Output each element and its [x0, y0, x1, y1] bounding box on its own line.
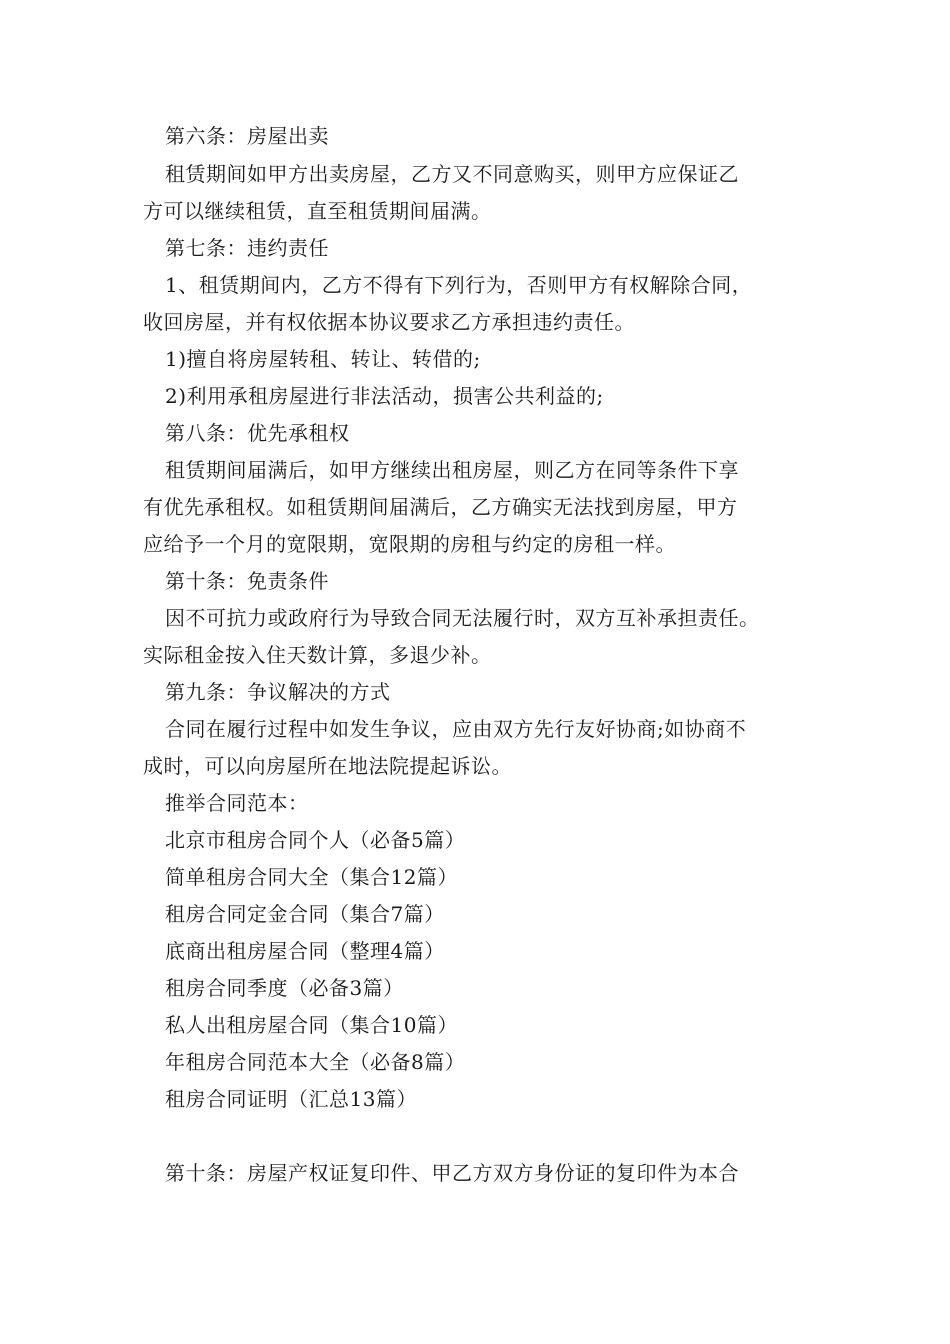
- article-7-item-1: 1)擅自将房屋转租、转让、转借的;: [165, 347, 481, 371]
- recommended-link[interactable]: 简单租房合同大全（集合12篇）: [165, 865, 458, 889]
- article-10-heading: 第十条：免责条件: [165, 569, 329, 593]
- article-6-body-line-1: 租赁期间如甲方出卖房屋，乙方又不同意购买，则甲方应保证乙: [165, 162, 739, 186]
- recommended-link[interactable]: 租房合同证明（汇总13篇）: [165, 1087, 417, 1111]
- article-8-body-line-1: 租赁期间届满后，如甲方继续出租房屋，则乙方在同等条件下享: [165, 458, 739, 482]
- article-9-body-line-1: 合同在履行过程中如发生争议，应由双方先行友好协商;如协商不: [165, 717, 747, 741]
- recommended-link[interactable]: 底商出租房屋合同（整理4篇）: [165, 939, 445, 963]
- article-10-body-line-1: 因不可抗力或政府行为导致合同无法履行时，双方互补承担责任。: [165, 606, 760, 630]
- article-7-item-2: 2)利用承租房屋进行非法活动，损害公共利益的;: [165, 384, 604, 408]
- article-9-body-line-2: 成时，可以向房屋所在地法院提起诉讼。: [143, 754, 512, 778]
- article-7-heading: 第七条：违约责任: [165, 236, 329, 260]
- recommended-heading: 推举合同范本：: [165, 791, 309, 815]
- recommended-link[interactable]: 年租房合同范本大全（必备8篇）: [165, 1050, 466, 1074]
- article-9-heading: 第九条：争议解决的方式: [165, 680, 391, 704]
- recommended-link[interactable]: 私人出租房屋合同（集合10篇）: [165, 1013, 458, 1037]
- recommended-link[interactable]: 北京市租房合同个人（必备5篇）: [165, 828, 466, 852]
- article-8-body-line-2: 有优先承租权。如租赁期间届满后，乙方确实无法找到房屋，甲方: [143, 495, 738, 519]
- article-10-attachments-line-1: 第十条：房屋产权证复印件、甲乙方双方身份证的复印件为本合: [165, 1161, 739, 1185]
- recommended-link[interactable]: 租房合同定金合同（集合7篇）: [165, 902, 445, 926]
- article-7-body-line-2: 收回房屋，并有权依据本协议要求乙方承担违约责任。: [143, 310, 635, 334]
- article-10-body-line-2: 实际租金按入住天数计算，多退少补。: [143, 643, 492, 667]
- article-8-body-line-3: 应给予一个月的宽限期，宽限期的房租与约定的房租一样。: [143, 532, 676, 556]
- article-8-heading: 第八条：优先承租权: [165, 421, 350, 445]
- article-6-heading: 第六条：房屋出卖: [165, 124, 329, 148]
- article-6-body-line-2: 方可以继续租赁，直至租赁期间届满。: [143, 199, 492, 223]
- article-7-body-line-1: 1、租赁期间内，乙方不得有下列行为，否则甲方有权解除合同，: [165, 273, 753, 297]
- recommended-link[interactable]: 租房合同季度（必备3篇）: [165, 976, 404, 1000]
